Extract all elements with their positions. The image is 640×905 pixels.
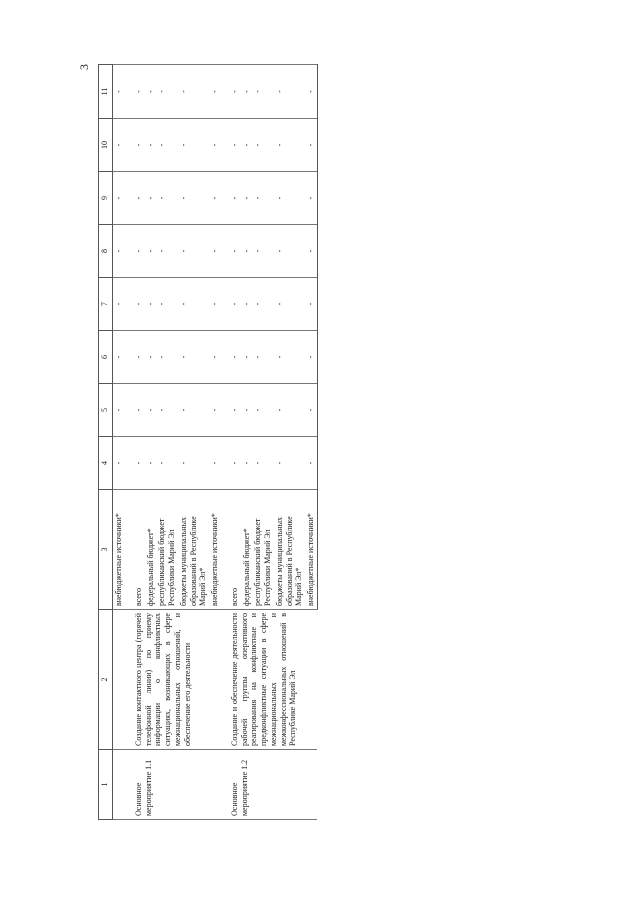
value-cell: - — [178, 437, 209, 490]
value-cell: - — [274, 437, 305, 490]
value-cell: - — [178, 119, 209, 172]
funding-table — [98, 64, 318, 820]
value-cell: - — [209, 172, 221, 225]
value-cell: - — [241, 437, 253, 490]
column-header: 1 — [99, 750, 113, 820]
value-cell: - — [133, 225, 145, 278]
value-cell: - — [229, 278, 241, 331]
value-cell: - — [156, 437, 178, 490]
value-cell: - — [241, 278, 253, 331]
value-cell: - — [145, 331, 157, 384]
value-cell: - — [305, 331, 317, 384]
funding-source: бюджеты муниципальных образований в Республике Марий Эл* — [178, 490, 209, 610]
value-cell: - — [156, 331, 178, 384]
value-cell: - — [178, 384, 209, 437]
value-cell: - — [133, 384, 145, 437]
measure-id: Основное мероприятие 1.1 — [133, 750, 221, 820]
value-cell: - — [252, 172, 274, 225]
value-cell: - — [274, 172, 305, 225]
rotated-table-sheet — [98, 65, 528, 820]
value-cell: - — [156, 384, 178, 437]
value-cell: - — [113, 119, 125, 172]
column-header: 7 — [99, 278, 113, 331]
funding-source: всего — [133, 490, 145, 610]
value-cell: - — [305, 278, 317, 331]
value-cell: - — [178, 331, 209, 384]
value-cell: - — [156, 225, 178, 278]
value-cell: - — [178, 65, 209, 119]
funding-source: внебюджетные источники* — [113, 490, 125, 610]
value-cell: - — [209, 384, 221, 437]
value-cell: - — [145, 437, 157, 490]
value-cell: - — [133, 172, 145, 225]
funding-source: федеральный бюджет* — [241, 490, 253, 610]
value-cell: - — [274, 225, 305, 278]
value-cell: - — [252, 384, 274, 437]
value-cell: - — [274, 119, 305, 172]
value-cell: - — [241, 172, 253, 225]
value-cell: - — [133, 437, 145, 490]
column-header: 2 — [99, 610, 113, 750]
value-cell: - — [156, 65, 178, 119]
funding-source: республиканский бюджет Республики Марий Эл — [252, 490, 274, 610]
value-cell: - — [145, 278, 157, 331]
value-cell: - — [305, 384, 317, 437]
value-cell: - — [274, 384, 305, 437]
value-cell: - — [113, 65, 125, 119]
value-cell: - — [156, 278, 178, 331]
value-cell: - — [229, 172, 241, 225]
measure-description: Создание контактного центра (горячей телефонной линии) по приему информации о конфликтных ситуациях, возникающих в сфере межнациональных отношений, и обеспечение его деятельности — [133, 610, 221, 750]
column-header: 10 — [99, 119, 113, 172]
value-cell: - — [209, 331, 221, 384]
table-row — [133, 65, 145, 820]
column-header: 8 — [99, 225, 113, 278]
value-cell: - — [229, 119, 241, 172]
value-cell: - — [229, 225, 241, 278]
value-cell: - — [133, 65, 145, 119]
funding-source: федеральный бюджет* — [145, 490, 157, 610]
value-cell: - — [113, 331, 125, 384]
value-cell: - — [252, 437, 274, 490]
value-cell: - — [305, 65, 317, 119]
value-cell: - — [241, 384, 253, 437]
funding-source: внебюджетные источники* — [305, 490, 317, 610]
column-header: 5 — [99, 384, 113, 437]
value-cell: - — [209, 278, 221, 331]
value-cell: - — [145, 65, 157, 119]
value-cell: - — [274, 278, 305, 331]
value-cell: - — [252, 225, 274, 278]
value-cell: - — [305, 437, 317, 490]
measure-description: Создание и обеспечение деятельности рабочей группы оперативного реагирования на конфликтные и предконфликтные ситуации в сфере межнациональных и межконфессиональных отношений в Республике Марий Эл — [229, 610, 318, 750]
value-cell: - — [305, 172, 317, 225]
value-cell: - — [305, 119, 317, 172]
value-cell: - — [252, 331, 274, 384]
column-header: 11 — [99, 65, 113, 119]
value-cell: - — [145, 225, 157, 278]
value-cell: - — [156, 119, 178, 172]
value-cell: - — [229, 65, 241, 119]
table-row — [229, 65, 241, 820]
column-header: 3 — [99, 490, 113, 610]
measure-id: Основное мероприятие 1.2 — [229, 750, 318, 820]
value-cell: - — [113, 278, 125, 331]
value-cell: - — [178, 278, 209, 331]
funding-source: внебюджетные источники* — [209, 490, 221, 610]
value-cell: - — [145, 119, 157, 172]
value-cell: - — [241, 225, 253, 278]
value-cell: - — [133, 119, 145, 172]
value-cell: - — [241, 119, 253, 172]
funding-source: бюджеты муниципальных образований в Республике Марий Эл* — [274, 490, 305, 610]
table-row — [113, 65, 125, 820]
value-cell: - — [252, 278, 274, 331]
value-cell: - — [145, 172, 157, 225]
value-cell: - — [241, 65, 253, 119]
column-header: 9 — [99, 172, 113, 225]
column-header: 6 — [99, 331, 113, 384]
value-cell: - — [241, 331, 253, 384]
value-cell: - — [209, 225, 221, 278]
value-cell: - — [209, 65, 221, 119]
column-header: 4 — [99, 437, 113, 490]
value-cell: - — [113, 384, 125, 437]
funding-source: всего — [229, 490, 241, 610]
value-cell: - — [209, 119, 221, 172]
value-cell: - — [209, 437, 221, 490]
value-cell: - — [252, 65, 274, 119]
column-header-row — [99, 65, 113, 820]
value-cell: - — [274, 331, 305, 384]
value-cell: - — [133, 278, 145, 331]
value-cell: - — [178, 225, 209, 278]
funding-source: республиканский бюджет Республики Марий Эл — [156, 490, 178, 610]
value-cell: - — [113, 437, 125, 490]
value-cell: - — [229, 384, 241, 437]
page-number: 3 — [77, 64, 91, 70]
value-cell: - — [252, 119, 274, 172]
value-cell: - — [113, 225, 125, 278]
value-cell: - — [113, 172, 125, 225]
value-cell: - — [229, 437, 241, 490]
value-cell: - — [305, 225, 317, 278]
value-cell: - — [229, 331, 241, 384]
value-cell: - — [178, 172, 209, 225]
value-cell: - — [133, 331, 145, 384]
value-cell: - — [145, 384, 157, 437]
value-cell: - — [156, 172, 178, 225]
value-cell: - — [274, 65, 305, 119]
